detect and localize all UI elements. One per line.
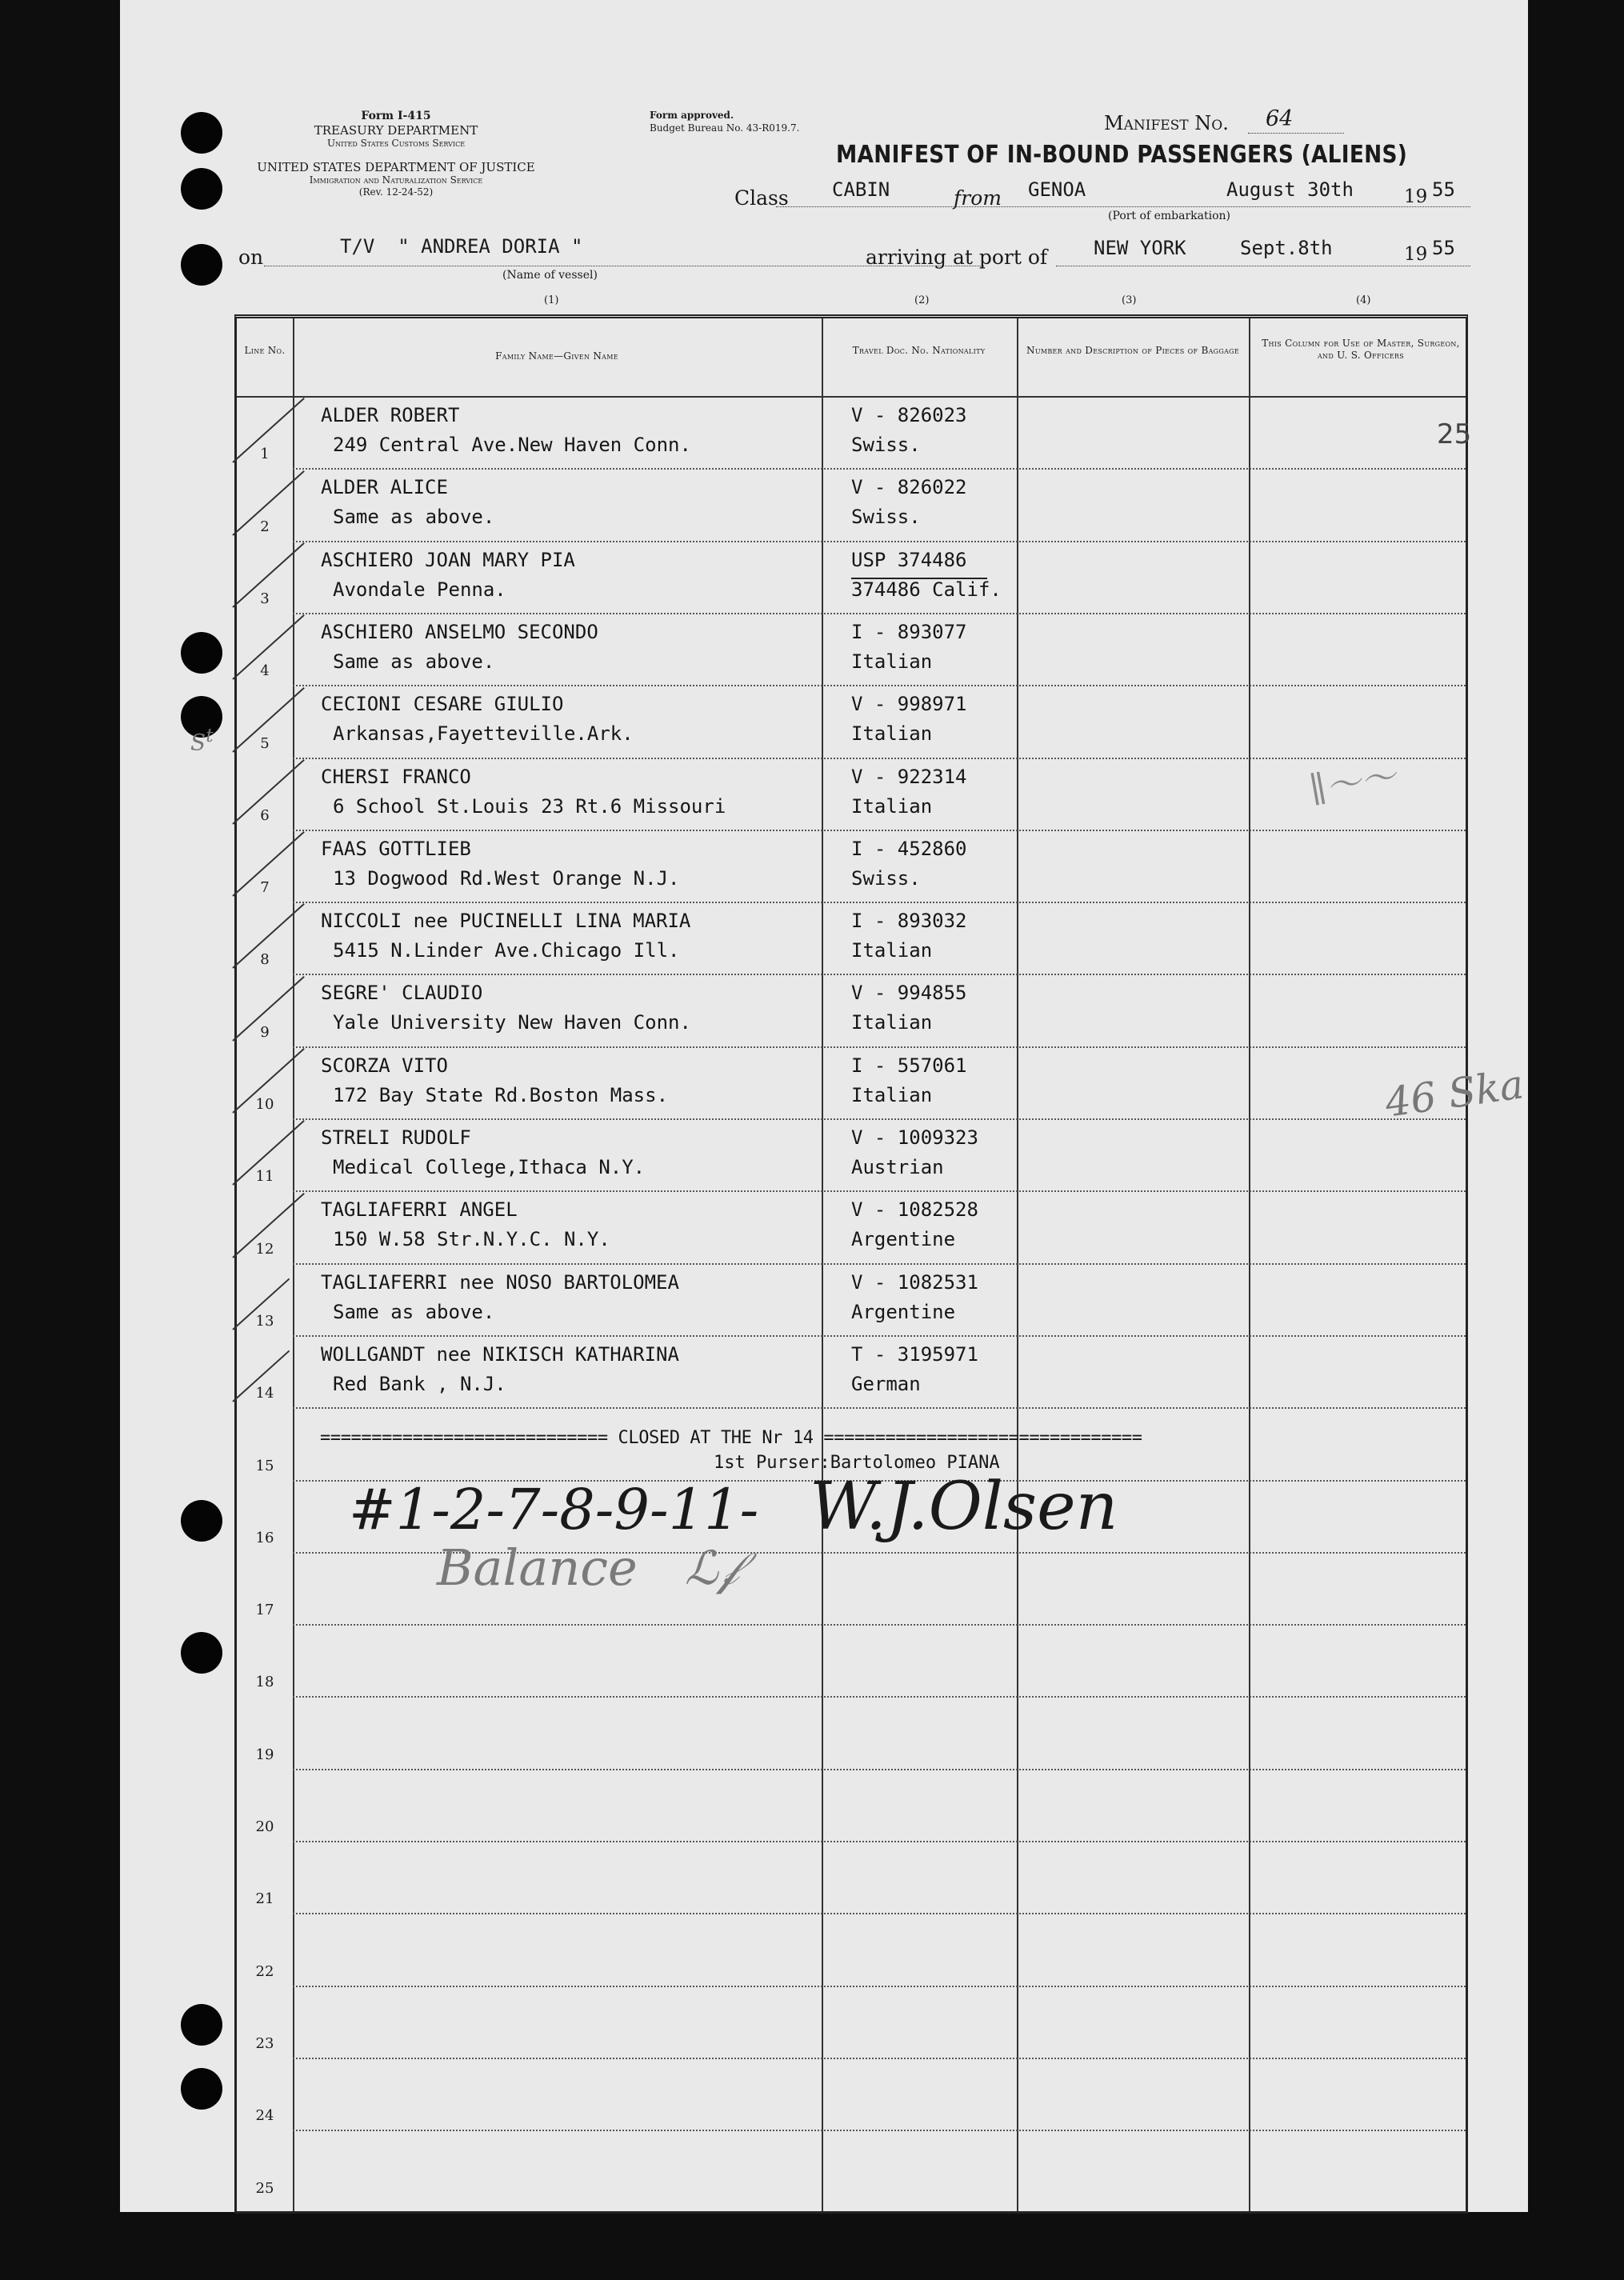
passenger-address: Arkansas,Fayetteville.Ark. (333, 722, 634, 745)
manifest-no-underline (1248, 133, 1344, 134)
row-separator (293, 1769, 1466, 1770)
row-separator (293, 613, 1466, 614)
col-header-doc: Travel Doc. No. Nationality (852, 345, 986, 356)
passenger-name: WOLLGANDT nee NIKISCH KATHARINA (321, 1343, 679, 1366)
row-line-number: 22 (255, 1963, 274, 1980)
travel-doc-number: USP 374486 (851, 549, 967, 571)
travel-doc-number: V - 826022 (851, 476, 967, 498)
class-line (776, 206, 1470, 207)
passenger-address: 13 Dogwood Rd.West Orange N.J. (333, 867, 680, 890)
margin-mark: $S^t$ (190, 724, 214, 756)
port-embark-caption: (Port of embarkation) (1108, 210, 1230, 222)
column-divider (822, 318, 823, 2211)
row-separator (293, 1407, 1466, 1409)
row-separator (293, 468, 1466, 470)
passenger-nationality: Argentine (851, 1228, 956, 1250)
manifest-title: MANIFEST OF IN-BOUND PASSENGERS (ALIENS) (836, 141, 1408, 169)
row-line-number: 13 (255, 1313, 274, 1330)
handwritten-initials: ℒ𝒻 (685, 1541, 739, 1595)
embark-year: 55 (1432, 178, 1455, 201)
row-separator (293, 1913, 1466, 1914)
row-line-number: 2 (260, 518, 270, 535)
passenger-nationality: Italian (851, 1084, 933, 1106)
row-line-number: 9 (260, 1024, 270, 1041)
row-line-number: 25 (255, 2180, 274, 2197)
vessel-name: T/V " ANDREA DORIA " (340, 235, 583, 258)
passenger-name: STRELI RUDOLF (321, 1126, 471, 1149)
passenger-nationality: German (851, 1373, 921, 1395)
travel-doc-number: I - 893077 (851, 621, 967, 643)
row-separator (293, 758, 1466, 759)
col-number-2: (2) (914, 294, 930, 306)
row-separator (293, 2058, 1466, 2059)
header-separator (237, 396, 1466, 398)
row-line-number: 10 (255, 1096, 274, 1113)
punch-hole (181, 244, 222, 286)
customs-service: United States Customs Service (326, 138, 466, 149)
col-header-name: Family Name—Given Name (495, 350, 618, 362)
passenger-address: 6 School St.Louis 23 Rt.6 Missouri (333, 795, 726, 818)
punch-hole (181, 1500, 222, 1542)
travel-doc-number: I - 893032 (851, 910, 967, 932)
embark-year-prefix: 19 (1404, 186, 1428, 207)
row-line-number: 8 (260, 951, 270, 968)
purser-line: 1st Purser:Bartolomeo PIANA (714, 1453, 1000, 1473)
row-line-number: 5 (260, 735, 270, 752)
row-separator (293, 1190, 1466, 1192)
passenger-address: 249 Central Ave.New Haven Conn. (333, 434, 691, 456)
passenger-name: ASCHIERO ANSELMO SECONDO (321, 621, 598, 643)
form-approved: Form approved. (650, 110, 734, 121)
row-separator (293, 1624, 1466, 1626)
scan-margin-bottom (0, 2212, 1624, 2280)
handwritten-note-row10: 46 Ska (1382, 1061, 1527, 1126)
row-separator (293, 541, 1466, 542)
passenger-address: 150 W.58 Str.N.Y.C. N.Y. (333, 1228, 610, 1250)
closing-line: ============================ CLOSED AT THE Nr 14 =============================== (320, 1428, 1142, 1448)
scan-margin-left (0, 0, 120, 2280)
officer-note: 25 (1437, 418, 1472, 450)
punch-hole (181, 2068, 222, 2110)
passenger-nationality: Austrian (851, 1156, 944, 1178)
justice-dept: UNITED STATES DEPARTMENT OF JUSTICE (257, 160, 535, 174)
row-line-number: 19 (255, 1746, 274, 1763)
punch-hole (181, 1632, 222, 1674)
row-line-number: 11 (255, 1168, 274, 1185)
punch-hole (181, 168, 222, 210)
travel-doc-number: V - 826023 (851, 404, 967, 426)
passenger-name: TAGLIAFERRI nee NOSO BARTOLOMEA (321, 1271, 679, 1294)
arrival-port: NEW YORK (1094, 237, 1186, 259)
passenger-nationality: Italian (851, 722, 933, 745)
row-line-number: 18 (255, 1674, 274, 1690)
travel-doc-number: V - 1082531 (851, 1271, 978, 1294)
passenger-address: Same as above. (333, 650, 495, 673)
col-header-line-no: Line No. (244, 345, 286, 356)
passenger-name: SCORZA VITO (321, 1054, 448, 1077)
passenger-table (234, 314, 1527, 2214)
handwritten-line-numbers: #1-2-7-8-9-11- (349, 1477, 759, 1542)
row-line-number: 23 (255, 2035, 274, 2052)
manifest-page (120, 0, 1528, 2212)
passenger-nationality: Italian (851, 939, 933, 962)
passenger-nationality: Italian (851, 795, 933, 818)
row-line-number: 24 (255, 2107, 274, 2124)
vessel-caption: (Name of vessel) (502, 269, 598, 282)
passenger-address: Yale University New Haven Conn. (333, 1011, 691, 1034)
form-revision: (Rev. 12-24-52) (358, 186, 434, 198)
passenger-name: CECIONI CESARE GIULIO (321, 693, 564, 715)
arrival-year: 55 (1432, 237, 1455, 259)
handwritten-balance: Balance (437, 1538, 638, 1597)
col-number-1: (1) (544, 294, 559, 306)
row-line-number: 1 (260, 446, 270, 462)
row-line-number: 15 (255, 1458, 274, 1474)
passenger-address: Same as above. (333, 506, 495, 528)
travel-doc-number: I - 452860 (851, 838, 967, 860)
row-line-number: 14 (255, 1385, 274, 1402)
row-separator (293, 1696, 1466, 1698)
embark-port: GENOA (1028, 178, 1086, 201)
passenger-nationality: Argentine (851, 1301, 956, 1323)
punch-hole (181, 112, 222, 154)
passenger-name: ALDER ROBERT (321, 404, 460, 426)
col-number-4: (4) (1356, 294, 1371, 306)
row-separator (293, 1263, 1466, 1265)
passenger-address: Medical College,Ithaca N.Y. (333, 1156, 646, 1178)
handwritten-signature: W.J.Olsen (810, 1469, 1118, 1545)
passenger-nationality: Swiss. (851, 434, 921, 456)
passenger-address: 172 Bay State Rd.Boston Mass. (333, 1084, 669, 1106)
passenger-nationality: 374486 Calif. (851, 578, 1002, 601)
class-value: CABIN (832, 178, 890, 201)
row-separator (293, 1118, 1466, 1120)
passenger-name: SEGRE' CLAUDIO (321, 982, 483, 1004)
arrival-year-prefix: 19 (1404, 244, 1428, 265)
row-line-number: 7 (260, 879, 270, 896)
travel-doc-number: V - 1009323 (851, 1126, 978, 1149)
class-label: Class (734, 186, 789, 210)
manifest-no-value: 64 (1266, 106, 1294, 131)
travel-doc-number: V - 994855 (851, 982, 967, 1004)
travel-doc-number: V - 922314 (851, 766, 967, 788)
handwritten-scrawl-row6: ∥〜〜 (1306, 755, 1399, 811)
form-number: Form I-415 (361, 110, 431, 122)
passenger-name: CHERSI FRANCO (321, 766, 471, 788)
passenger-address: Avondale Penna. (333, 578, 506, 601)
punch-hole (181, 2004, 222, 2046)
ins-service: Immigration and Naturalization Service (309, 174, 483, 186)
passenger-name: FAAS GOTTLIEB (321, 838, 471, 860)
scan-margin-right (1528, 0, 1624, 2280)
arrival-date: Sept.8th (1240, 237, 1333, 259)
row-separator (293, 1841, 1466, 1842)
row-line-number: 17 (255, 1602, 274, 1618)
column-divider (1017, 318, 1018, 2211)
manifest-no-label: Manifest No. (1104, 112, 1229, 134)
row-line-number: 16 (255, 1530, 274, 1546)
row-line-number: 20 (255, 1818, 274, 1835)
row-separator (293, 974, 1466, 975)
passenger-name: NICCOLI nee PUCINELLI LINA MARIA (321, 910, 691, 932)
doc-underline (851, 578, 987, 579)
col-header-baggage: Number and Description of Pieces of Baggage (1026, 345, 1239, 356)
row-line-number: 12 (255, 1241, 274, 1258)
punch-hole (181, 632, 222, 674)
travel-doc-number: T - 3195971 (851, 1343, 978, 1366)
passenger-name: TAGLIAFERRI ANGEL (321, 1198, 518, 1221)
arriving-label: arriving at port of (866, 246, 1048, 269)
row-line-number: 4 (260, 662, 270, 679)
row-line-number: 3 (260, 590, 270, 607)
row-separator (293, 1335, 1466, 1337)
row-separator (293, 1986, 1466, 1987)
passenger-nationality: Italian (851, 1011, 933, 1034)
treasury-dept: TREASURY DEPARTMENT (314, 123, 478, 138)
passenger-address: Same as above. (333, 1301, 495, 1323)
passenger-nationality: Swiss. (851, 867, 921, 890)
row-separator (293, 902, 1466, 903)
row-line-number: 21 (255, 1890, 274, 1907)
column-divider (1249, 318, 1250, 2211)
passenger-address: 5415 N.Linder Ave.Chicago Ill. (333, 939, 680, 962)
travel-doc-number: V - 1082528 (851, 1198, 978, 1221)
passenger-name: ALDER ALICE (321, 476, 448, 498)
travel-doc-number: V - 998971 (851, 693, 967, 715)
row-separator (293, 1046, 1466, 1048)
passenger-name: ASCHIERO JOAN MARY PIA (321, 549, 575, 571)
passenger-nationality: Swiss. (851, 506, 921, 528)
col-header-officers: This Column for Use of Master, Surgeon, and U. S. Officers (1262, 338, 1460, 361)
col-number-3: (3) (1122, 294, 1137, 306)
column-divider (293, 318, 294, 2211)
passenger-address: Red Bank , N.J. (333, 1373, 506, 1395)
from-label: from (954, 186, 1002, 210)
budget-bureau: Budget Bureau No. 43-R019.7. (650, 122, 800, 134)
travel-doc-number: I - 557061 (851, 1054, 967, 1077)
on-label: on (238, 246, 264, 269)
row-line-number: 6 (260, 807, 270, 824)
row-separator (293, 830, 1466, 831)
embark-date: August 30th (1226, 178, 1354, 201)
passenger-nationality: Italian (851, 650, 933, 673)
row-separator (293, 2130, 1466, 2131)
row-separator (293, 685, 1466, 686)
